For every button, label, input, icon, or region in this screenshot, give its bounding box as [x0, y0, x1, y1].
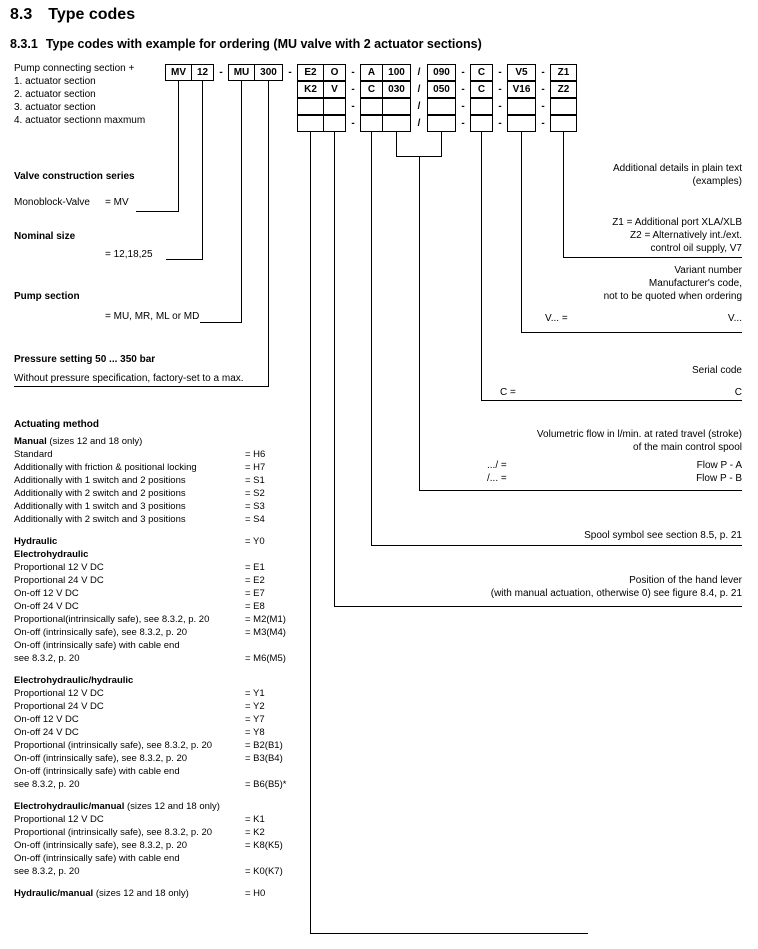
type-code-separator: -	[461, 84, 465, 95]
connector-line	[268, 81, 269, 386]
right-section-additional-details	[502, 162, 742, 255]
actuating-row: Additionally with 1 switch and 2 positions = S1	[14, 475, 265, 486]
actuating-row: On-off (intrinsically safe) with cable end	[14, 766, 180, 777]
pump-section-title: Pump section	[14, 291, 80, 302]
text-line: Serial code	[691, 365, 742, 376]
text-line: (examples)	[692, 176, 742, 187]
actuating-group-heading: Electrohydraulic	[14, 549, 89, 560]
type-code-box: 090	[427, 64, 456, 81]
pump-section-code: = MU, MR, ML or MD	[105, 311, 200, 322]
right-section-variant-number	[512, 264, 742, 325]
subsection-number: 8.3.1	[10, 37, 38, 51]
connector-line	[178, 81, 179, 211]
right-section-serial-code	[500, 364, 742, 399]
type-code-box: 300	[254, 64, 283, 81]
type-code-box: K2	[297, 81, 324, 98]
connector-line	[310, 933, 588, 934]
type-code-box	[470, 115, 493, 132]
serial-code-left: C =	[500, 387, 516, 398]
connector-line	[419, 156, 420, 490]
variant-number-pair	[545, 312, 742, 325]
type-code-box: 12	[191, 64, 214, 81]
text-line: 4. actuator sectionn maxmum	[14, 115, 146, 126]
type-code-row-4	[297, 115, 577, 132]
serial-code-right: C	[734, 387, 742, 398]
text-line: Z1 = Additional port XLA/XLB	[612, 217, 742, 228]
actuating-group-heading: Hydraulic = Y0	[14, 536, 265, 547]
connector-line	[396, 156, 442, 157]
text-line: Manufacturer's code,	[648, 278, 742, 289]
actuating-row: On-off 24 V DC = Y8	[14, 727, 265, 738]
type-code-box: E2	[297, 64, 324, 81]
actuating-row: On-off (intrinsically safe), see 8.3.2, p. 20 = B3(B4)	[14, 753, 283, 764]
right-section-volumetric-flow	[482, 428, 742, 485]
actuating-row: Additionally with 1 switch and 3 positions = S3	[14, 501, 265, 512]
type-code-box	[427, 115, 456, 132]
connector-line	[441, 132, 442, 156]
type-code-box	[427, 98, 456, 115]
type-code-box: Z1	[550, 64, 577, 81]
connector-line	[396, 132, 397, 156]
connector-line	[563, 257, 742, 258]
type-code-separator: -	[498, 118, 502, 129]
actuating-method-title: Actuating method	[14, 419, 99, 430]
type-code-separator: -	[541, 118, 545, 129]
type-code-separator: -	[461, 101, 465, 112]
hand-lever-lines	[432, 574, 742, 600]
type-code-box	[507, 98, 536, 115]
type-code-row-1	[165, 64, 577, 81]
connector-line	[241, 81, 242, 322]
text-line: Spool symbol see section 8.5, p. 21	[584, 530, 742, 541]
text-line: Z2 = Alternatively int./ext.	[630, 230, 742, 241]
type-code-box	[550, 115, 577, 132]
actuating-row: Proportional (intrinsically safe), see 8.3.2, p. 20 = K2	[14, 827, 265, 838]
type-code-box: C	[470, 81, 493, 98]
actuating-row: On-off (intrinsically safe) with cable end	[14, 640, 180, 651]
connector-line	[481, 132, 482, 400]
connector-line	[481, 400, 742, 401]
subsection-heading	[10, 37, 482, 51]
type-code-separator: -	[288, 67, 292, 78]
valve-series-code: = MV	[105, 197, 129, 208]
text-line: Variant number	[674, 265, 742, 276]
text-line: control oil supply, V7	[650, 243, 742, 254]
text-line: 1. actuator section	[14, 76, 96, 87]
nominal-size-title: Nominal size	[14, 231, 76, 242]
actuating-row: Proportional 12 V DC = K1	[14, 814, 265, 825]
text-line: Additional details in plain text	[613, 163, 742, 174]
type-code-separator: -	[351, 84, 355, 95]
flow-pa-pair	[487, 459, 742, 472]
connector-line	[14, 386, 269, 387]
type-code-box: V	[323, 81, 346, 98]
serial-code-lines	[500, 364, 742, 377]
actuating-row: see 8.3.2, p. 20 = B6(B5)*	[14, 779, 287, 790]
subsection-title: Type codes with example for ordering (MU valve with 2 actuator sections)	[45, 37, 482, 51]
serial-code-pair	[500, 386, 742, 399]
type-code-separator: -	[541, 67, 545, 78]
text-line: 3. actuator section	[14, 102, 96, 113]
type-code-separator: /	[417, 67, 421, 78]
type-code-box	[507, 115, 536, 132]
pressure-setting-note: Without pressure specification, factory-set to a max.	[14, 373, 244, 384]
actuating-method-rows	[14, 435, 324, 900]
text-line: 2. actuator section	[14, 89, 96, 100]
actuating-row: Proportional 12 V DC = Y1	[14, 688, 265, 699]
text-line: Volumetric flow in l/min. at rated travel (stroke)	[536, 429, 742, 440]
type-code-box	[550, 98, 577, 115]
actuating-row: On-off (intrinsically safe) with cable end	[14, 853, 180, 864]
actuating-row: On-off 24 V DC = E8	[14, 601, 265, 612]
type-code-box	[323, 98, 346, 115]
connector-line	[334, 606, 742, 607]
text-line: of the main control spool	[633, 442, 742, 453]
type-code-box: V5	[507, 64, 536, 81]
flow-pa-right: Flow P - A	[696, 460, 742, 471]
variant-code-left: V... =	[545, 313, 568, 324]
actuating-method-section	[14, 418, 324, 900]
actuating-row: Proportional 12 V DC = E1	[14, 562, 265, 573]
actuating-row: On-off (intrinsically safe), see 8.3.2, p. 20 = K8(K5)	[14, 840, 283, 851]
actuating-row: Additionally with 2 switch and 2 positions = S2	[14, 488, 265, 499]
connector-line	[166, 259, 203, 260]
actuating-group-heading: Electrohydraulic/manual (sizes 12 and 18 only)	[14, 801, 220, 812]
type-code-separator: -	[498, 84, 502, 95]
actuating-group-heading: Electrohydraulic/hydraulic	[14, 675, 134, 686]
variant-number-lines	[512, 264, 742, 303]
type-code-box: 100	[382, 64, 411, 81]
type-code-box: 050	[427, 81, 456, 98]
type-code-box: O	[323, 64, 346, 81]
text-line: (with manual actuation, otherwise 0) see figure 8.4, p. 21	[490, 588, 742, 599]
connector-line	[371, 545, 742, 546]
connector-line	[371, 132, 372, 545]
type-code-separator: -	[461, 118, 465, 129]
flow-pb-right: Flow P - B	[696, 473, 742, 484]
actuating-row: Standard = H6	[14, 449, 266, 460]
connector-line	[521, 332, 742, 333]
actuating-row: Additionally with 2 switch and 3 positions = S4	[14, 514, 265, 525]
type-code-box	[470, 98, 493, 115]
right-section-hand-lever	[432, 574, 742, 600]
type-code-box	[297, 98, 324, 115]
connector-line	[419, 490, 742, 491]
connector-line	[334, 132, 335, 606]
flow-pb-pair	[487, 472, 742, 485]
type-code-box: C	[470, 64, 493, 81]
type-code-box	[297, 115, 324, 132]
flow-pa-left: .../ =	[487, 460, 507, 471]
actuating-row: see 8.3.2, p. 20 = M6(M5)	[14, 653, 286, 664]
valve-series-title: Valve construction series	[14, 171, 135, 182]
section-heading	[10, 6, 135, 24]
actuating-row: Additionally with friction & positional locking = H7	[14, 462, 266, 473]
right-section-spool-symbol	[492, 529, 742, 542]
type-code-box	[323, 115, 346, 132]
additional-details-examples	[502, 216, 742, 255]
actuating-row: On-off 12 V DC = E7	[14, 588, 265, 599]
intro-block	[14, 62, 145, 127]
type-code-box: C	[360, 81, 383, 98]
type-code-row-2	[297, 81, 577, 98]
connector-line	[200, 322, 242, 323]
type-code-separator: -	[351, 101, 355, 112]
type-code-box: MV	[165, 64, 192, 81]
type-code-box	[382, 98, 411, 115]
type-code-separator: /	[417, 101, 421, 112]
nominal-size-code: = 12,18,25	[105, 249, 153, 260]
valve-series-label: Monoblock-Valve	[14, 197, 90, 208]
spool-symbol-lines	[492, 529, 742, 542]
type-code-separator: /	[417, 118, 421, 129]
actuating-row: On-off (intrinsically safe), see 8.3.2, p. 20 = M3(M4)	[14, 627, 286, 638]
type-code-separator: /	[417, 84, 421, 95]
actuating-row: On-off 12 V DC = Y7	[14, 714, 265, 725]
type-code-separator: -	[498, 67, 502, 78]
actuating-row: Proportional(intrinsically safe), see 8.3.2, p. 20 = M2(M1)	[14, 614, 286, 625]
flow-pb-left: /... =	[487, 473, 507, 484]
connector-line	[136, 211, 179, 212]
pressure-setting-title: Pressure setting 50 ... 350 bar	[14, 354, 156, 365]
type-code-box: V16	[507, 81, 536, 98]
section-title: Type codes	[48, 6, 136, 23]
actuating-row: Proportional 24 V DC = E2	[14, 575, 265, 586]
type-code-separator: -	[541, 84, 545, 95]
section-number: 8.3	[10, 6, 33, 23]
type-code-box	[360, 115, 383, 132]
text-line: not to be quoted when ordering	[603, 291, 742, 302]
volumetric-flow-lines	[482, 428, 742, 454]
type-code-separator: -	[219, 67, 223, 78]
type-code-box	[382, 115, 411, 132]
type-code-box: A	[360, 64, 383, 81]
actuating-group-heading: Manual (sizes 12 and 18 only)	[14, 436, 143, 447]
type-code-separator: -	[461, 67, 465, 78]
text-line: Position of the hand lever	[629, 575, 742, 586]
variant-code-right: V...	[727, 313, 742, 324]
type-code-separator: -	[498, 101, 502, 112]
actuating-row: Proportional (intrinsically safe), see 8.3.2, p. 20 = B2(B1)	[14, 740, 283, 751]
type-code-separator: -	[541, 101, 545, 112]
type-code-row-3	[297, 98, 577, 115]
type-code-box: 030	[382, 81, 411, 98]
type-code-box: Z2	[550, 81, 577, 98]
actuating-row: Proportional 24 V DC = Y2	[14, 701, 265, 712]
actuating-group-heading: Hydraulic/manual (sizes 12 and 18 only) = H0	[14, 888, 266, 899]
type-code-separator: -	[351, 118, 355, 129]
type-code-box	[360, 98, 383, 115]
actuating-row: see 8.3.2, p. 20 = K0(K7)	[14, 866, 283, 877]
additional-details-lines	[502, 162, 742, 188]
text-line: Pump connecting section +	[14, 63, 135, 74]
type-code-box: MU	[228, 64, 255, 81]
type-code-separator: -	[351, 67, 355, 78]
connector-line	[202, 81, 203, 259]
